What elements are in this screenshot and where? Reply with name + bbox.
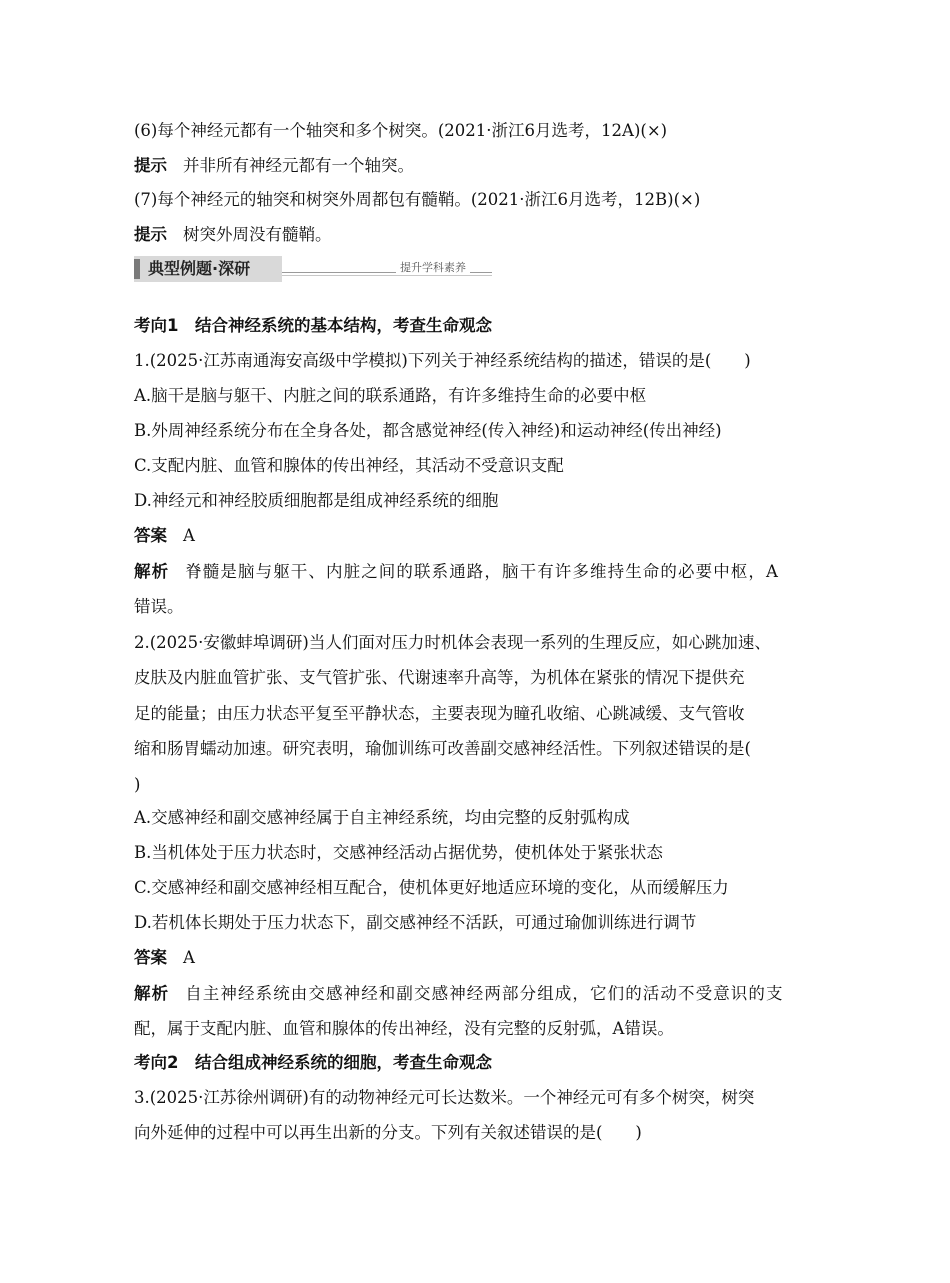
analysis-line — [134, 561, 779, 583]
hint-line — [134, 224, 332, 246]
question-stem: 向外延伸的过程中可以再生出新的分支。下列有关叙述错误的是( ) — [134, 1123, 642, 1142]
analysis-label: 解析 — [134, 984, 170, 1003]
text-line: (7)每个神经元的轴突和树突外周都包有髓鞘。(2021·浙江6月选考，12B)(×) — [134, 190, 701, 209]
question-stem: 1.(2025·江苏南通海安高级中学模拟)下列关于神经系统结构的描述，错误的是( ) — [134, 351, 751, 370]
section-banner — [134, 256, 492, 282]
banner-bar — [134, 259, 140, 279]
banner-title: 典型例题·深研 — [148, 259, 251, 278]
option-a: A.交感神经和副交感神经属于自主神经系统，均由完整的反射弧构成 — [134, 808, 630, 827]
question-stem: 3.(2025·江苏徐州调研)有的动物神经元可长达数米。一个神经元可有多个树突，树突 — [134, 1088, 755, 1107]
banner-subtitle: 提升学科素养 — [396, 261, 470, 275]
answer-line — [134, 947, 195, 969]
option-a: A.脑干是脑与躯干、内脏之间的联系通路，有许多维持生命的必要中枢 — [134, 386, 647, 405]
analysis-label: 解析 — [134, 562, 170, 581]
answer-label: 答案 — [134, 948, 167, 967]
hint-label: 提示 — [134, 225, 167, 244]
hint-label: 提示 — [134, 156, 167, 175]
option-c: C.交感神经和副交感神经相互配合，使机体更好地适应环境的变化，从而缓解压力 — [134, 878, 729, 897]
answer-label: 答案 — [134, 526, 167, 545]
answer-text: A — [183, 526, 195, 545]
section-heading: 考向1 结合神经系统的基本结构，考查生命观念 — [134, 316, 492, 335]
question-stem: ) — [134, 775, 141, 794]
question-stem: 2.(2025·安徽蚌埠调研)当人们面对压力时机体会表现一系列的生理反应，如心跳加速、 — [134, 633, 771, 652]
answer-line — [134, 525, 195, 547]
text-line: (6)每个神经元都有一个轴突和多个树突。(2021·浙江6月选考，12A)(×) — [134, 121, 668, 140]
question-stem: 足的能量；由压力状态平复至平静状态，主要表现为瞳孔收缩、心跳减缓、支气管收 — [134, 704, 745, 723]
answer-text: A — [183, 948, 195, 967]
hint-text: 树突外周没有髓鞘。 — [183, 225, 332, 244]
option-c: C.支配内脏、血管和腺体的传出神经，其活动不受意识支配 — [134, 456, 564, 475]
analysis-line — [134, 983, 784, 1005]
option-d: D.神经元和神经胶质细胞都是组成神经系统的细胞 — [134, 491, 499, 510]
text-line: 错误。 — [134, 597, 184, 616]
text-line: 配，属于支配内脏、血管和腺体的传出神经，没有完整的反射弧，A错误。 — [134, 1019, 674, 1038]
option-b: B.外周神经系统分布在全身各处，都含感觉神经(传入神经)和运动神经(传出神经) — [134, 421, 722, 440]
question-stem: 缩和肠胃蠕动加速。研究表明，瑜伽训练可改善副交感神经活性。下列叙述错误的是( — [134, 739, 751, 758]
question-stem: 皮肤及内脏血管扩张、支气管扩张、代谢速率升高等，为机体在紧张的情况下提供充 — [134, 668, 745, 687]
banner-rule — [282, 275, 492, 276]
analysis-text: 脊髓是脑与躯干、内脏之间的联系通路，脑干有许多维持生命的必要中枢，A — [185, 562, 780, 581]
hint-text: 并非所有神经元都有一个轴突。 — [183, 156, 414, 175]
hint-line — [134, 155, 414, 177]
option-b: B.当机体处于压力状态时，交感神经活动占据优势，使机体处于紧张状态 — [134, 843, 663, 862]
analysis-text: 自主神经系统由交感神经和副交感神经两部分组成，它们的活动不受意识的支 — [185, 984, 784, 1003]
option-d: D.若机体长期处于压力状态下，副交感神经不活跃，可通过瑜伽训练进行调节 — [134, 913, 697, 932]
section-heading: 考向2 结合组成神经系统的细胞，考查生命观念 — [134, 1053, 492, 1072]
